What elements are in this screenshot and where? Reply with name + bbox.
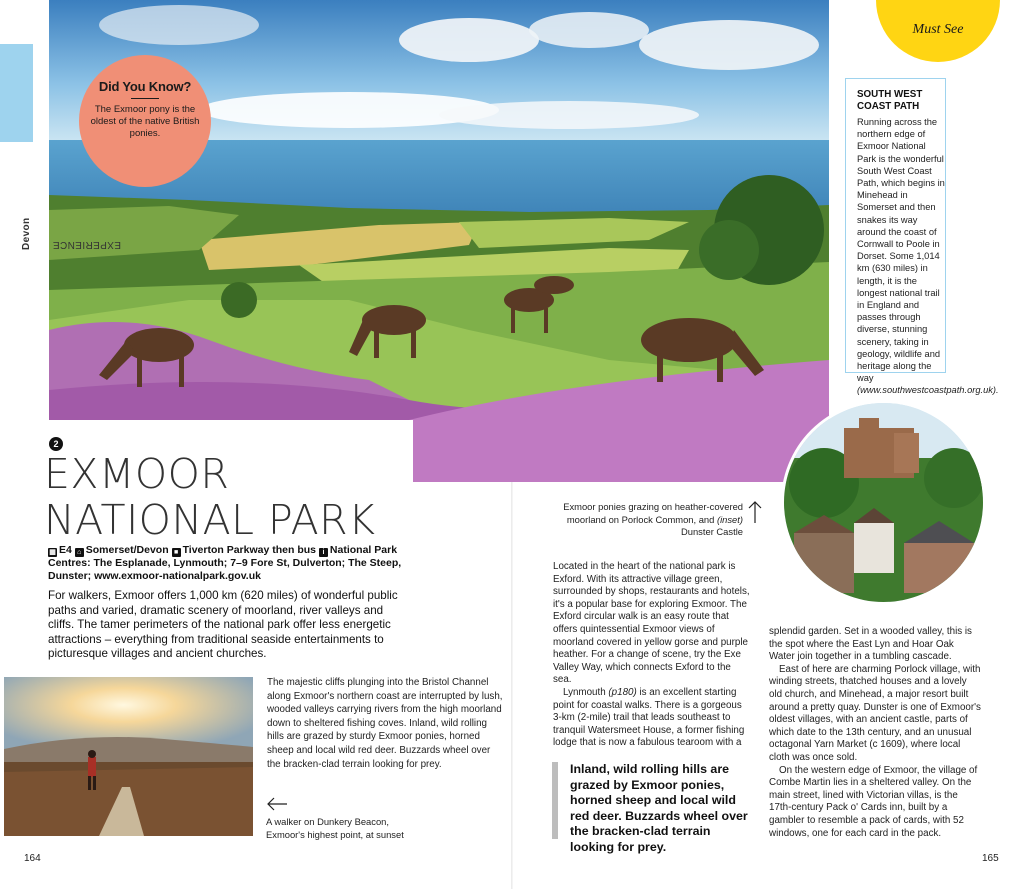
did-you-know-rule (131, 98, 159, 99)
body-column-2 (769, 626, 981, 840)
col1-p2-start: Lynmouth (563, 686, 606, 698)
chapter-region: Devon (21, 217, 32, 250)
info-location: Somerset/Devon (85, 544, 169, 556)
caption-hero (552, 501, 743, 539)
col1-p2-ref: (p180) (608, 686, 637, 698)
caption-sunset: A walker on Dunkery Beacon, Exmoor's highest point, at sunset (266, 816, 404, 840)
body-text-left: The majestic cliffs plunging into the Bristol Channel along Exmoor's northern coast are interrupted by lush, wooded valleys carrying rivers from the high moorland down to sheltered fishing coves. Inland, wild rolling hills are grazed by sturdy Exmoor ponies, horned sheep and local wild red deer. Buzzards wheel over the bracken-clad terrain looking for prey. (267, 677, 503, 770)
practical-info (48, 544, 408, 583)
inset-photo-graphic (784, 403, 986, 605)
info-tourist: National Park Centres: The Esplanade, Lynmouth; 7–9 Fore St, Dulverton; The Steep, Dunster; www.exmoor-nationalpark.gov.uk (48, 544, 402, 582)
sidebar-body (857, 116, 999, 397)
col2-paragraph-3: On the western edge of Exmoor, the village of Combe Martin lies in a sheltered valley. On the main street, lined with Victorian villas, is the 17th-century Pack o' Cards inn, built by a gambler to resemble a pack of cards, with 52 windows, one for each card in the pack. (769, 764, 978, 839)
location-icon: ⌂ (75, 548, 84, 557)
page-number-left: 164 (24, 853, 41, 864)
body-column-1 (553, 561, 751, 750)
chapter-tab (0, 44, 33, 142)
arrow-left-icon (266, 797, 288, 811)
chapter-label (21, 150, 121, 250)
title-line-1: EXMOOR (44, 450, 230, 498)
pull-quote-bar (552, 762, 558, 839)
bus-icon: ■ (172, 548, 181, 557)
sidebar-link: (www.southwestcoastpath.org.uk). (857, 385, 999, 396)
did-you-know-circle (79, 55, 211, 187)
info-icon: i (319, 548, 328, 557)
sidebar-text: Running across the northern edge of Exmoor National Park is the wonderful South West Coast Path, which begins in Minehead in Somerset and then snakes its way around the coast of Cornwall to Poole in Dorset. Some 1,014 km (630 miles) in length, it is the longest national trail in England and passes through diverse, stunning scenery, taking in geology, wildlife and heritage along the way (857, 117, 945, 384)
did-you-know-title: Did You Know? (98, 79, 192, 94)
sidebar-title: SOUTH WEST COAST PATH (857, 89, 923, 112)
info-grid: E4 (59, 544, 72, 556)
inset-photo-dunster-castle (781, 400, 986, 605)
sunset-photo-walker (4, 677, 253, 836)
caption-hero-text: Exmoor ponies grazing on heather-covered moorland on Porlock Common, and (563, 501, 743, 525)
col1-p2-rest: is an excellent starting point for coastal walks. There is a gorgeous 3-km (2-mile) trail that leads southeast to tranquil Watersmeet House, a former fishing lodge that is now a fabulous tearoom with a (553, 686, 745, 749)
title-line-2: NATIONAL PARK (44, 496, 376, 544)
col2-paragraph-2: East of here are charming Porlock village, with winding streets, thatched houses and a lovely old church, and Minehead, a major resort built around a pretty quay. Dunster is one of Exmoor's oldest villages, with an ancient castle, parts of which date to the 13th century, and an unusual octagonal Yarn Market (c 1609), where local cloth was once sold. (769, 663, 981, 763)
chapter-prefix: EXPERIENCE (52, 239, 121, 250)
did-you-know-text: The Exmoor pony is the oldest of the native British ponies. (90, 104, 200, 139)
col2-paragraph-1: splendid garden. Set in a wooded valley, this is the spot where the East Lyn and Hoar Oak Water join together in a tumbling cascade. (769, 626, 972, 663)
caption-hero-inset: (inset) (716, 513, 743, 525)
page-number-right: 165 (982, 853, 999, 864)
info-transport: Tiverton Parkway then bus (182, 544, 316, 556)
sight-number: 2 (49, 437, 63, 451)
pull-quote: Inland, wild rolling hills are grazed by Exmoor ponies, horned sheep and local wild red deer. Buzzards wheel over the bracken-clad terrain looking for prey. (570, 762, 748, 854)
arrow-up-icon (748, 500, 762, 524)
must-see-label: Must See (912, 22, 964, 37)
col1-paragraph-1: Located in the heart of the national park is Exford. With its attractive village green, surrounded by shops, restaurants and hotels, it's a popular base for exploring Exmoor. The Exford circular walk is an easy route that offers quintessential Exmoor views of moorland covered in yellow gorse and purple heather. For a change of scene, try the Exe Valley Way, which connects Exford to the sea. (553, 561, 750, 686)
intro-paragraph: For walkers, Exmoor offers 1,000 km (620 miles) of wonderful public paths and varied, dramatic scenery of moorland, river valleys and cliffs. The tamer perimeters of the national park offer less energetic attractions – everything from traditional seaside entertainments to picturesque villages and ancient churches. (48, 589, 398, 660)
col1-paragraph-2 (553, 687, 751, 750)
page-title (44, 451, 404, 543)
caption-hero-end: Dunster Castle (680, 526, 743, 537)
map-grid-icon: ▦ (49, 549, 56, 556)
